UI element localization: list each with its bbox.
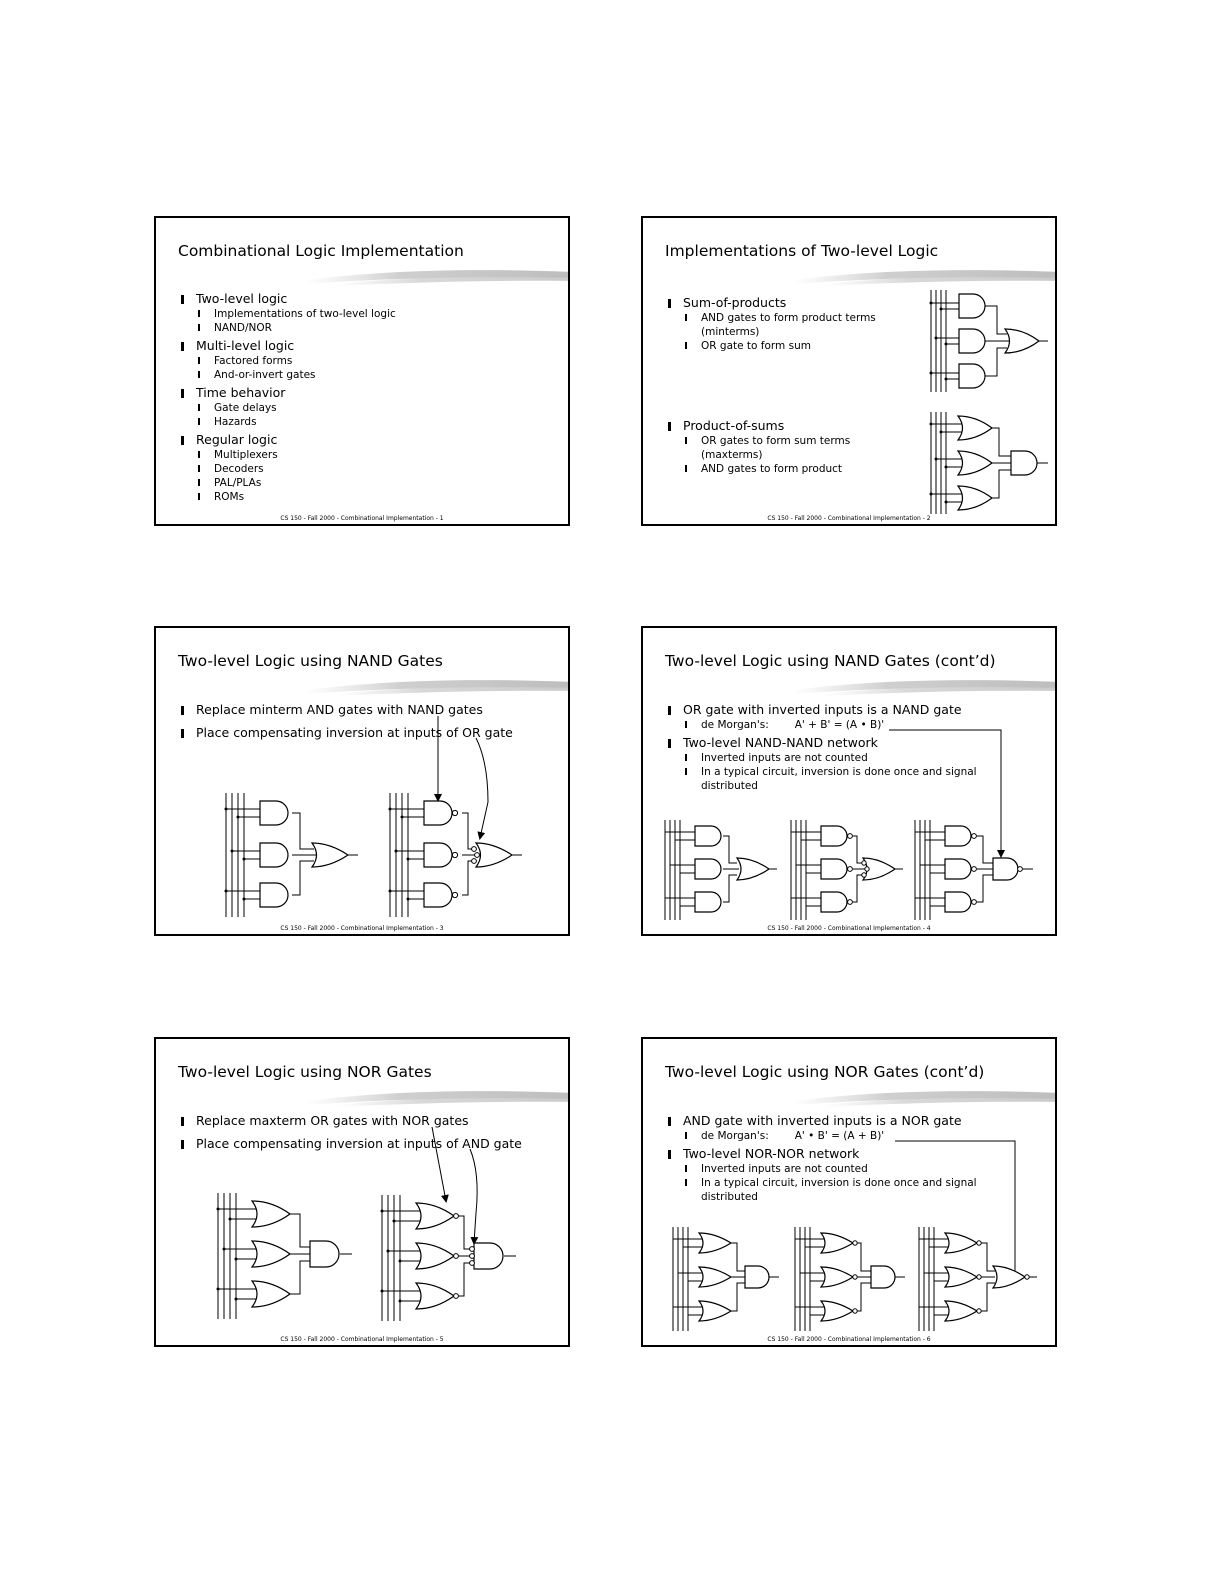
slide-title: Two-level Logic using NOR Gates (cont’d) [665, 1063, 985, 1081]
bullet: Time behavior Gate delays Hazards [180, 385, 420, 429]
de-morgan-equation: A' + B' = (A • B)' [794, 719, 885, 731]
bullet: AND gate with inverted inputs is a NOR gate de Morgan's: A' • B' = (A + B)' [667, 1113, 987, 1143]
slide-footer: CS 150 - Fall 2000 - Combinational Implementation - 4 [767, 925, 931, 932]
bullet: Two-level NAND-NAND network Inverted inputs are not counted In a typical circuit, inversion is done once and signal distributed [667, 735, 987, 793]
nor-and-circuit [791, 1225, 911, 1333]
sum-of-products-diagram [927, 288, 1052, 394]
or-and-circuit [669, 1225, 785, 1333]
sub-bullet: AND gates to form product [683, 462, 897, 476]
sub-bullet: Factored forms [196, 354, 420, 368]
bullet: Product-of-sums OR gates to form sum terms (maxterms) AND gates to form product [667, 418, 897, 476]
title-swoosh [306, 676, 570, 698]
sub-bullet: Hazards [196, 415, 420, 429]
sub-bullet: OR gates to form sum terms (maxterms) [683, 434, 897, 462]
sub-bullet: AND gates to form product terms (minterms) [683, 311, 897, 339]
sub-bullet: Inverted inputs are not counted [683, 1162, 987, 1176]
title-swoosh [793, 676, 1057, 698]
or-and-circuit [212, 1191, 362, 1321]
bullet: Two-level logic Implementations of two-level logic NAND/NOR [180, 291, 420, 335]
slide-footer: CS 150 - Fall 2000 - Combinational Implementation - 2 [767, 515, 931, 522]
title-swoosh [793, 1087, 1057, 1109]
bullet: Sum-of-products AND gates to form product terms (minterms) OR gate to form sum [667, 295, 897, 353]
bullet-list [667, 415, 897, 476]
sub-bullet: Implementations of two-level logic [196, 307, 420, 321]
nor-nor-circuit [915, 1225, 1043, 1333]
nand-circuit [376, 702, 566, 919]
slide-footer: CS 150 - Fall 2000 - Combinational Implementation - 3 [280, 925, 444, 932]
slide-2 [641, 216, 1057, 526]
slide-footer: CS 150 - Fall 2000 - Combinational Implementation - 5 [280, 1336, 444, 1343]
sub-bullet: Decoders [196, 462, 420, 476]
sub-bullet: In a typical circuit, inversion is done once and signal distributed [683, 765, 987, 793]
de-morgan-equation: A' • B' = (A + B)' [794, 1130, 885, 1142]
sub-bullet: In a typical circuit, inversion is done once and signal distributed [683, 1176, 987, 1204]
and-or-circuit [661, 818, 781, 922]
sub-bullet: ROMs [196, 490, 420, 504]
bullet: Replace maxterm OR gates with NOR gates [180, 1113, 560, 1129]
slide-title: Two-level Logic using NOR Gates [178, 1063, 432, 1081]
bullet-list [667, 292, 897, 353]
bullet: OR gate with inverted inputs is a NAND gate de Morgan's: A' + B' = (A • B)' [667, 702, 987, 732]
bullet-list [180, 288, 420, 504]
bullet: Multi-level logic Factored forms And-or-invert gates [180, 338, 420, 382]
sub-bullet: Multiplexers [196, 448, 420, 462]
nor-circuit [376, 1113, 566, 1323]
and-or-circuit [220, 791, 360, 919]
sub-bullet: NAND/NOR [196, 321, 420, 335]
slide-title: Two-level Logic using NAND Gates (cont’d) [665, 652, 996, 670]
slide-5 [154, 1037, 570, 1347]
title-swoosh [793, 266, 1057, 288]
sub-bullet: Gate delays [196, 401, 420, 415]
sub-bullet: de Morgan's: A' + B' = (A • B)' [683, 718, 987, 732]
slide-title: Combinational Logic Implementation [178, 242, 464, 260]
title-swoosh [306, 266, 570, 288]
bullet: Replace minterm AND gates with NAND gates [180, 702, 560, 718]
bullet: Place compensating inversion at inputs of OR gate [180, 725, 560, 741]
product-of-sums-diagram [927, 410, 1052, 516]
title-swoosh [306, 1087, 570, 1109]
bullet: Two-level NOR-NOR network Inverted inputs are not counted In a typical circuit, inversion is done once and signal distributed [667, 1146, 987, 1204]
slide-title: Two-level Logic using NAND Gates [178, 652, 443, 670]
slide-1 [154, 216, 570, 526]
slide-6 [641, 1037, 1057, 1347]
slide-footer: CS 150 - Fall 2000 - Combinational Implementation - 1 [280, 515, 444, 522]
sub-bullet: Inverted inputs are not counted [683, 751, 987, 765]
bullet: Place compensating inversion at inputs of AND gate [180, 1136, 560, 1152]
nand-nand-circuit [911, 818, 1041, 922]
sub-bullet: OR gate to form sum [683, 339, 897, 353]
sub-bullet: And-or-invert gates [196, 368, 420, 382]
slide-4 [641, 626, 1057, 936]
sub-bullet: de Morgan's: A' • B' = (A + B)' [683, 1129, 987, 1143]
bullet: Regular logic Multiplexers Decoders PAL/PLAs ROMs [180, 432, 420, 504]
slide-title: Implementations of Two-level Logic [665, 242, 939, 260]
nand-or-circuit [787, 818, 907, 922]
slide-footer: CS 150 - Fall 2000 - Combinational Implementation - 6 [767, 1336, 931, 1343]
slide-3 [154, 626, 570, 936]
sub-bullet: PAL/PLAs [196, 476, 420, 490]
